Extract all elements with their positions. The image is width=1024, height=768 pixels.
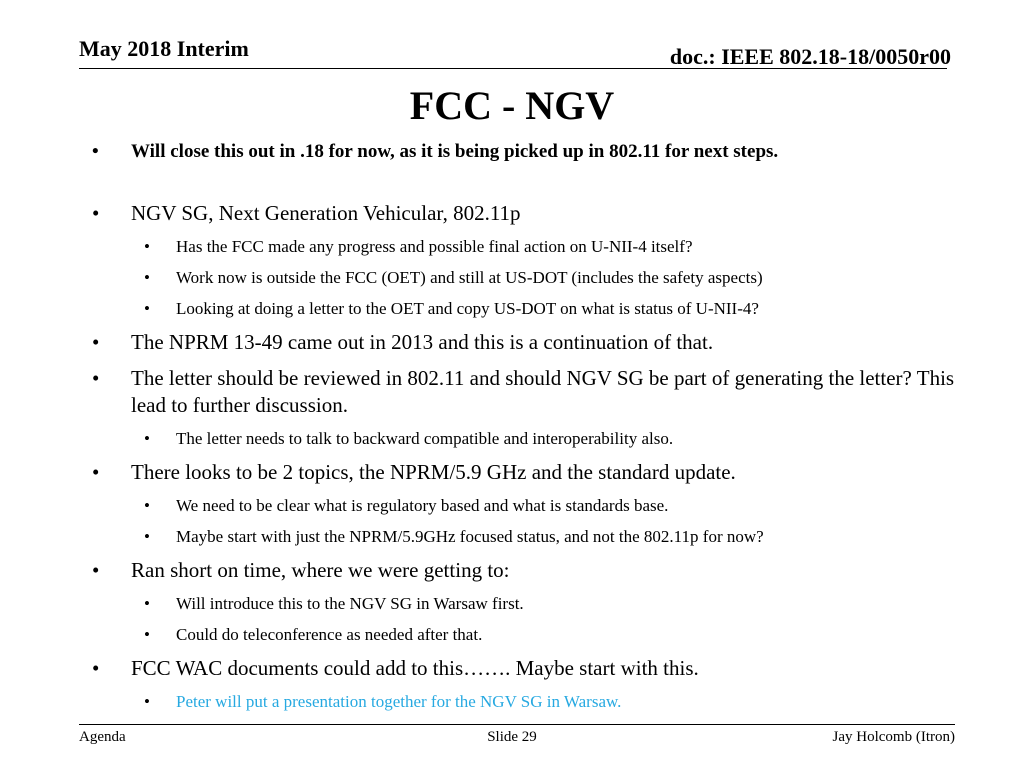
sub-bullet-nprm-status: • Maybe start with just the NPRM/5.9GHz focused status, and not the 802.11p for now? xyxy=(144,526,992,548)
bullet-close-out: • Will close this out in .18 for now, as it is being picked up in 802.11 for next steps. xyxy=(92,138,992,165)
bullet-ngv-sg: • NGV SG, Next Generation Vehicular, 802.11p xyxy=(92,200,992,227)
sub-bullet-peter-presentation: • Peter will put a presentation together for the NGV SG in Warsaw. xyxy=(144,691,992,713)
sub-bullet-regulatory: • We need to be clear what is regulatory based and what is standards base. xyxy=(144,495,992,517)
bullet-fcc-wac: • FCC WAC documents could add to this……. Maybe start with this. xyxy=(92,655,992,682)
slide-content xyxy=(92,138,992,722)
footer-divider xyxy=(79,724,955,725)
footer-slide-number: Slide 29 xyxy=(487,729,537,745)
sub-bullet-fcc-progress: • Has the FCC made any progress and possible final action on U-NII-4 itself? xyxy=(144,236,992,258)
footer-author: Jay Holcomb (Itron) xyxy=(832,729,955,745)
sub-bullet-warsaw: • Will introduce this to the NGV SG in Warsaw first. xyxy=(144,593,992,615)
slide-title: FCC - NGV xyxy=(409,83,615,128)
header-doc-number: doc.: IEEE 802.18-18/0050r00 xyxy=(669,44,951,69)
sub-bullet-teleconference: • Could do teleconference as needed after that. xyxy=(144,624,992,646)
sub-bullet-letter-to-oet: • Looking at doing a letter to the OET and copy US-DOT on what is status of U-NII-4? xyxy=(144,298,992,320)
footer-agenda: Agenda xyxy=(79,729,126,745)
bullet-ran-short: • Ran short on time, where we were getting to: xyxy=(92,557,992,584)
sub-bullet-backward-compatible: • The letter needs to talk to backward compatible and interoperability also. xyxy=(144,428,992,450)
header-meeting: May 2018 Interim xyxy=(79,36,249,61)
bullet-two-topics: • There looks to be 2 topics, the NPRM/5.9 GHz and the standard update. xyxy=(92,459,992,486)
bullet-letter-review: • The letter should be reviewed in 802.11 and should NGV SG be part of generating the letter? This lead to further discussion. xyxy=(92,365,992,419)
header-divider xyxy=(79,68,947,69)
sub-bullet-work-outside-fcc: • Work now is outside the FCC (OET) and still at US-DOT (includes the safety aspects) xyxy=(144,267,992,289)
bullet-nprm: • The NPRM 13-49 came out in 2013 and this is a continuation of that. xyxy=(92,329,992,356)
